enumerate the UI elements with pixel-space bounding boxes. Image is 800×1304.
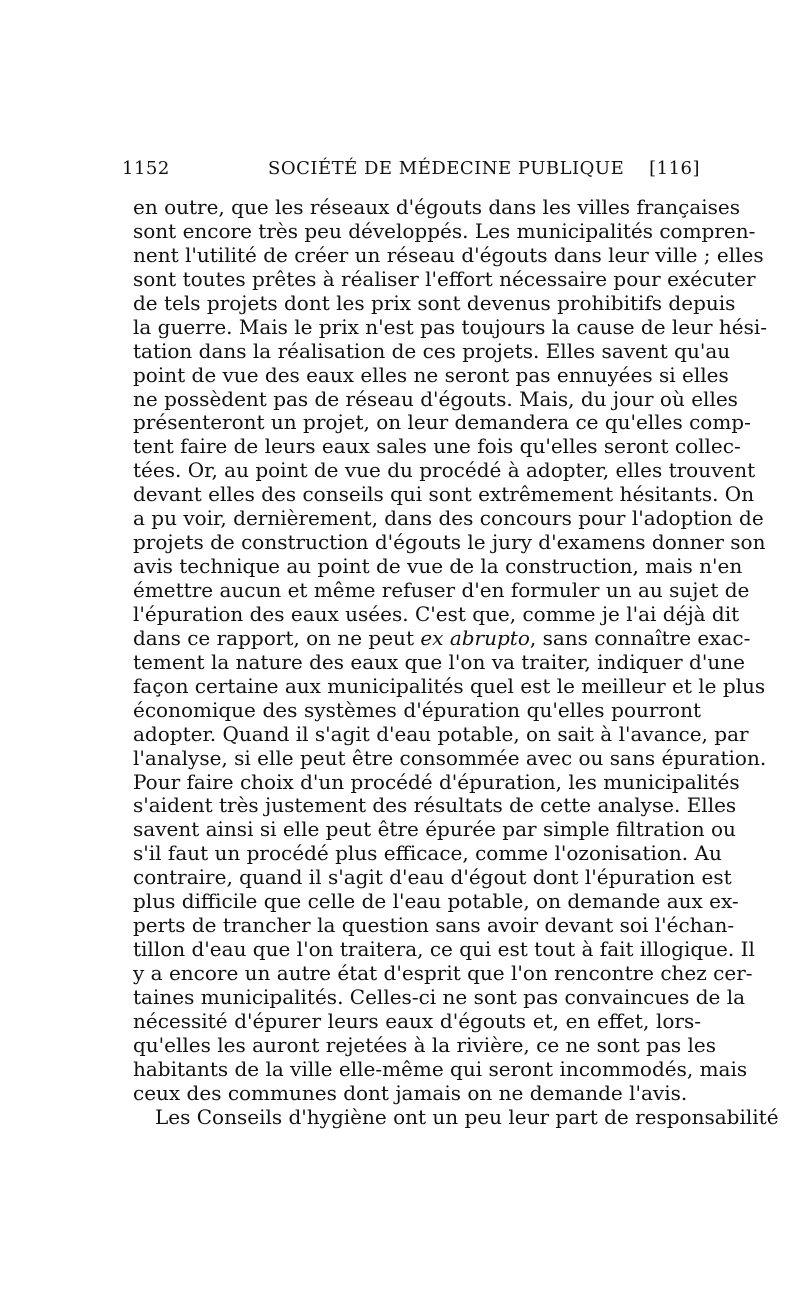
text-segment: , sans connaître exac- bbox=[529, 625, 751, 650]
text-line: habitants de la ville elle-même qui seront incommodés, mais bbox=[133, 1056, 748, 1081]
signature-mark: [116] bbox=[649, 158, 700, 179]
text-segment: dans ce rapport, on ne peut bbox=[133, 625, 421, 650]
text-line: la guerre. Mais le prix n'est pas toujours la cause de leur hési- bbox=[133, 314, 768, 339]
text-line: point de vue des eaux elles ne seront pas ennuyées si elles bbox=[133, 362, 729, 387]
text-line: s'aident très justement des résultats de cette analyse. Elles bbox=[133, 793, 737, 818]
text-line: perts de trancher la question sans avoir devant soi l'échan- bbox=[133, 913, 735, 938]
text-line: a pu voir, dernièrement, dans des concours pour l'adoption de bbox=[133, 506, 764, 531]
text-line: tement la nature des eaux que l'on va traiter, indiquer d'une bbox=[133, 649, 745, 674]
italic-phrase: ex abrupto bbox=[420, 625, 530, 650]
text-line: en outre, que les réseaux d'égouts dans les villes françaises bbox=[133, 195, 741, 219]
text-line: ceux des communes dont jamais on ne demande l'avis. bbox=[133, 1080, 688, 1105]
text-line: de tels projets dont les prix sont devenus prohibitifs depuis bbox=[133, 290, 736, 315]
text-line: économique des systèmes d'épuration qu'elles pourront bbox=[133, 697, 701, 722]
text-line: Pour faire choix d'un procédé d'épuration, les municipalités bbox=[133, 769, 740, 794]
body-text bbox=[133, 195, 779, 1130]
text-line: projets de construction d'égouts le jury d'examens donner son bbox=[133, 530, 766, 555]
page-header bbox=[122, 158, 700, 184]
page-number: 1152 bbox=[122, 158, 170, 179]
text-line: s'il faut un procédé plus efficace, comme l'ozonisation. Au bbox=[133, 841, 722, 866]
text-line: tillon d'eau que l'on traitera, ce qui est tout à fait illogique. Il bbox=[133, 937, 755, 962]
text-line: tées. Or, au point de vue du procédé à adopter, elles trouvent bbox=[133, 458, 756, 483]
text-line: savent ainsi si elle peut être épurée par simple filtration ou bbox=[133, 817, 736, 842]
text-line: contraire, quand il s'agit d'eau d'égout dont l'épuration est bbox=[133, 865, 732, 890]
text-line: nécessité d'épurer leurs eaux d'égouts et, en effet, lors- bbox=[133, 1008, 701, 1033]
text-line: nent l'utilité de créer un réseau d'égouts dans leur ville ; elles bbox=[133, 242, 764, 267]
text-line: y a encore un autre état d'esprit que l'on rencontre chez cer- bbox=[133, 961, 753, 985]
text-line: taines municipalités. Celles-ci ne sont pas convaincues de la bbox=[133, 984, 746, 1009]
text-line: devant elles des conseils qui sont extrêmement hésitants. On bbox=[133, 482, 755, 507]
text-line: adopter. Quand il s'agit d'eau potable, on sait à l'avance, par bbox=[133, 721, 749, 746]
text-line bbox=[133, 625, 751, 651]
text-line: avis technique au point de vue de la construction, mais n'en bbox=[133, 554, 743, 579]
text-line: sont encore très peu développés. Les municipalités compren- bbox=[133, 218, 756, 243]
text-line: Les Conseils d'hygiène ont un peu leur part de responsabilité bbox=[155, 1104, 779, 1129]
text-line: sont toutes prêtes à réaliser l'effort nécessaire pour exécuter bbox=[133, 266, 756, 291]
text-line: plus difficile que celle de l'eau potable, on demande aux ex- bbox=[133, 889, 739, 914]
text-line: qu'elles les auront rejetées à la rivière, ce ne sont pas les bbox=[133, 1032, 717, 1057]
text-line: présenteront un projet, on leur demandera ce qu'elles comp- bbox=[133, 410, 751, 435]
text-line: l'épuration des eaux usées. C'est que, comme je l'ai déjà dit bbox=[133, 601, 740, 626]
text-line: émettre aucun et même refuser d'en formuler un au sujet de bbox=[133, 578, 750, 602]
text-line: l'analyse, si elle peut être consommée avec ou sans épuration. bbox=[133, 745, 767, 770]
text-line: façon certaine aux municipalités quel est le meilleur et le plus bbox=[133, 673, 766, 698]
text-line: tent faire de leurs eaux sales une fois qu'elles seront collec- bbox=[133, 434, 741, 459]
text-line: tation dans la réalisation de ces projets. Elles savent qu'au bbox=[133, 338, 731, 363]
text-line: ne possèdent pas de réseau d'égouts. Mais, du jour où elles bbox=[133, 386, 738, 411]
running-title: SOCIÉTÉ DE MÉDECINE PUBLIQUE bbox=[268, 158, 625, 179]
